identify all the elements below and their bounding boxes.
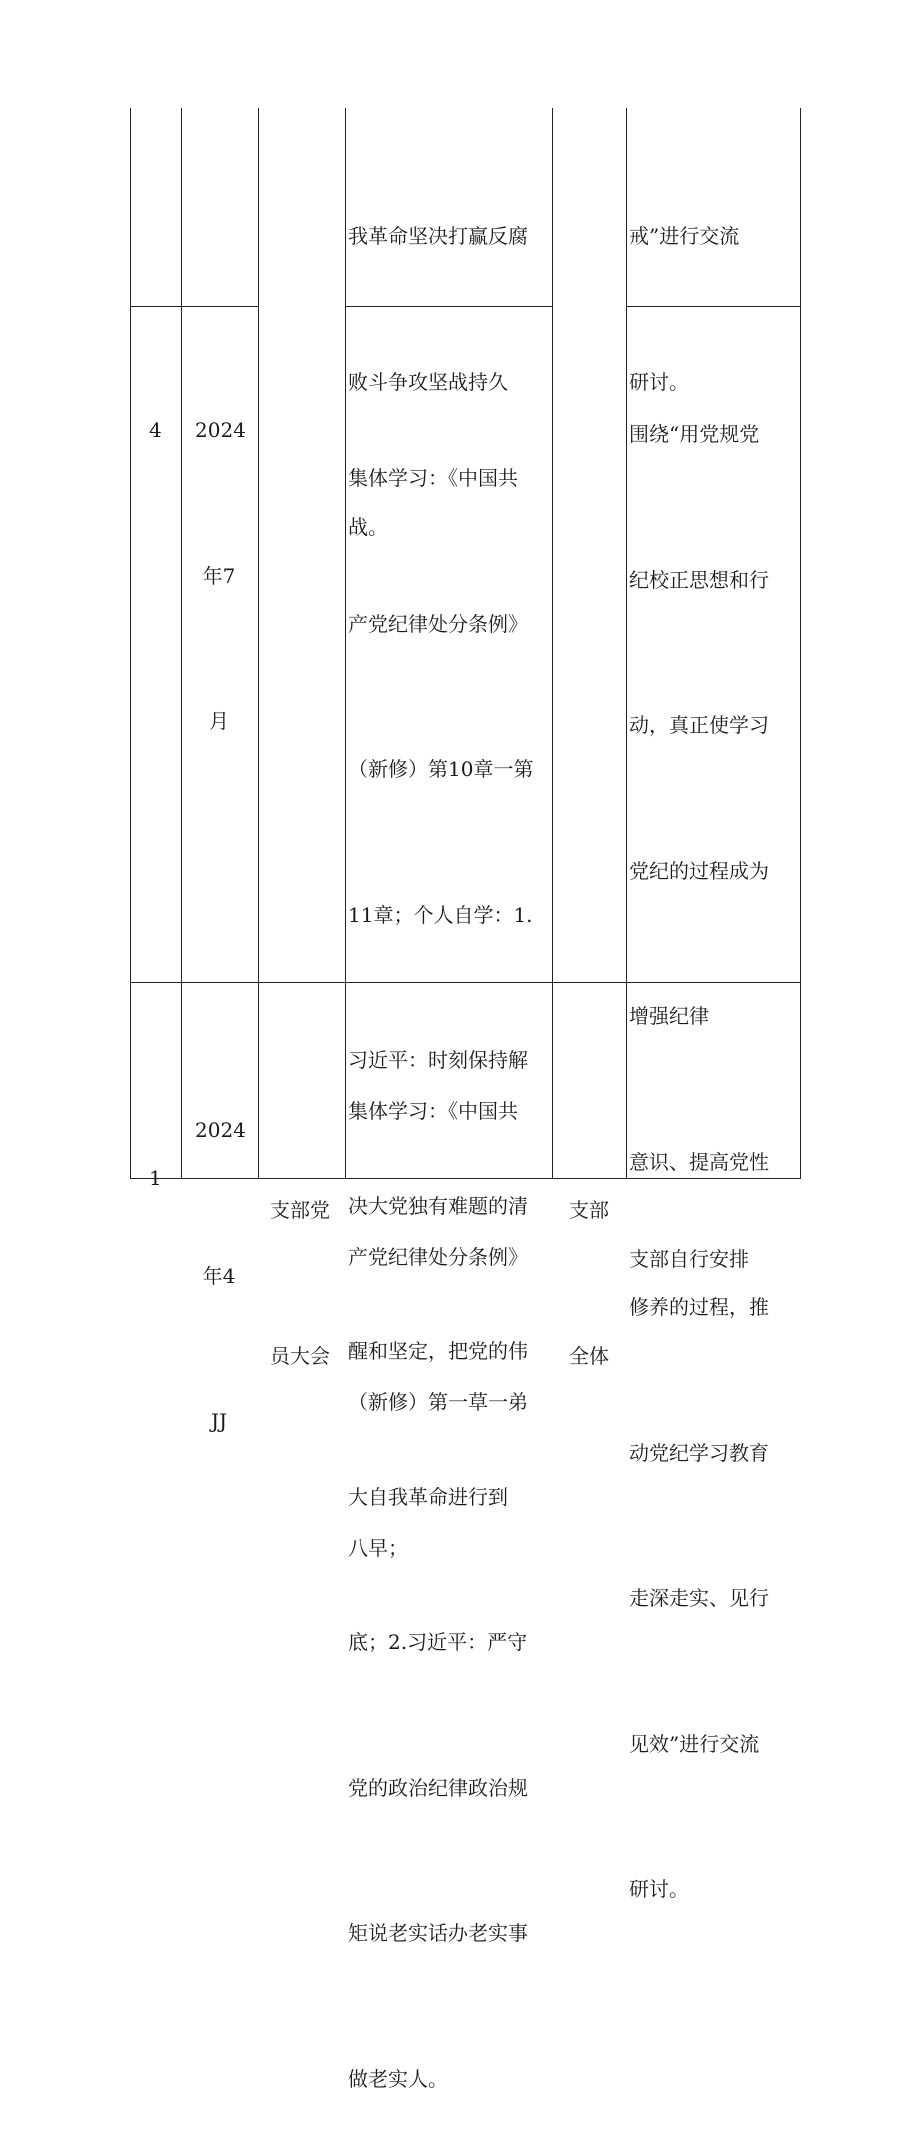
col-divider-2: [258, 108, 259, 1179]
col-divider-4: [552, 108, 553, 1179]
row-1-date: 2024 年4 JJ: [195, 1118, 246, 1433]
row-4-date: 2024 年7 月: [195, 418, 246, 733]
continuation-content: 我革命坚决打赢反腐 败斗争攻坚战持久 战。: [348, 224, 528, 539]
row-1-notes: 支部自行安排: [629, 1247, 749, 1271]
row-4-content: 集体学习：《中国共 产党纪律处分条例》 （新修）第10章一第 11章；个人自学：1. 习近平：时刻保持解 决大党独有难题的清 醒和坚定，把党的伟 大自我革命进行到 底；2.习近平：严守 党的政治纪律政治规 矩说老实话办老实事 做老实人。: [348, 466, 534, 2091]
row-4-number: 4: [149, 418, 162, 442]
row-1-number: 1: [149, 1166, 162, 1190]
row-divider-a: [130, 306, 258, 307]
row-1-form: 支部党 员大会: [270, 1198, 330, 1368]
row-4-notes: 围绕“用党规党 纪校正思想和行 动，真正使学习 党纪的过程成为 增强纪律 意识、提高党性 修养的过程，推 动党纪学习教育 走深走实、见行 见效”进行交流 研讨。: [629, 422, 769, 1901]
row-1-content: 集体学习：《中国共 产党纪律处分条例》 （新修）第一草一弟 八早；: [348, 1099, 528, 1560]
table-border-left: [130, 108, 131, 1179]
row-1-participants: 支部 全体: [569, 1198, 609, 1368]
col-divider-5: [626, 108, 627, 1179]
continuation-notes: 戒”进行交流 研讨。: [629, 224, 740, 394]
col-divider-3: [345, 108, 346, 1179]
table-border-right: [800, 108, 801, 1179]
col-divider-1: [181, 108, 182, 1179]
